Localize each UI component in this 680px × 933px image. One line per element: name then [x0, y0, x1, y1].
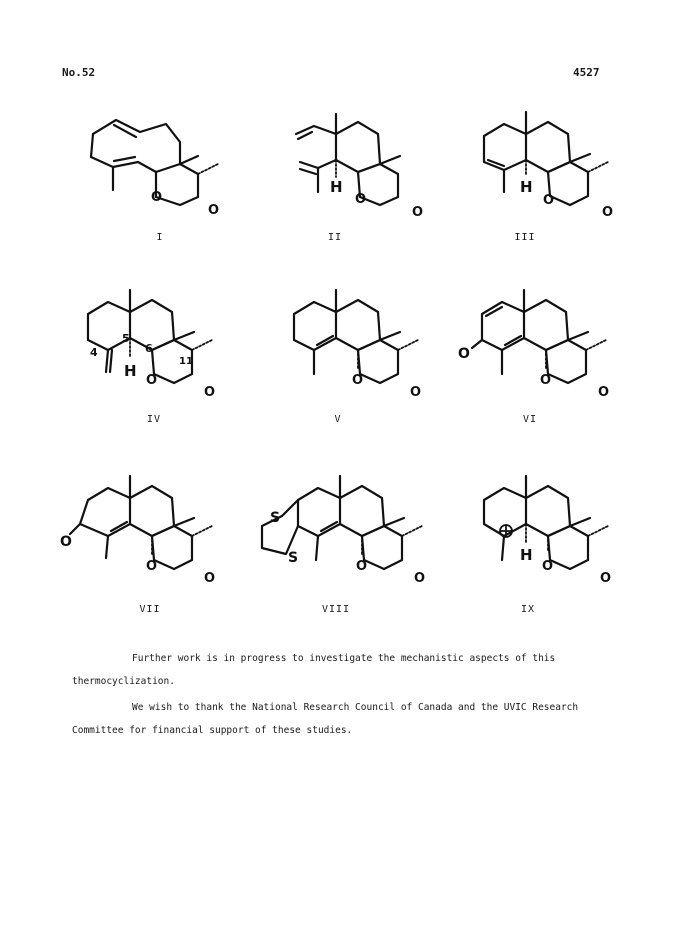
- structure-III: [478, 112, 618, 222]
- structure-label-III: III: [514, 232, 536, 243]
- structure-label-IV: IV: [146, 414, 162, 425]
- svg-text:O: O: [600, 571, 612, 586]
- structure-IV: [82, 290, 222, 402]
- svg-text:O: O: [204, 571, 216, 586]
- svg-text:O: O: [414, 571, 426, 586]
- page-number: 4527: [573, 66, 600, 79]
- svg-text:O: O: [602, 205, 614, 220]
- page-header-left: No.52: [62, 66, 96, 79]
- atom-label-6: 6: [145, 342, 153, 355]
- svg-text:O: O: [60, 534, 72, 550]
- svg-text:O: O: [204, 385, 216, 400]
- structure-label-VIII: VIII: [321, 604, 351, 615]
- structure-I: [88, 112, 228, 222]
- svg-text:O: O: [146, 559, 158, 574]
- structure-label-IX: IX: [520, 604, 536, 615]
- atom-label-O: O: [146, 373, 158, 388]
- structure-label-VII: VII: [139, 604, 161, 615]
- structure-V: [288, 290, 428, 402]
- svg-text:O: O: [356, 559, 368, 574]
- structure-label-VI: VI: [522, 414, 538, 425]
- svg-text:O: O: [412, 205, 424, 220]
- svg-text:S: S: [270, 510, 281, 526]
- svg-text:O: O: [543, 193, 555, 208]
- structure-label-I: I: [156, 232, 164, 243]
- atom-label-5: 5: [122, 332, 130, 345]
- paragraph-1-line-2: thermocyclization.: [72, 676, 175, 687]
- svg-text:O: O: [151, 190, 163, 205]
- svg-text:O: O: [352, 373, 364, 388]
- svg-text:O: O: [208, 203, 220, 218]
- structure-VIII: [258, 476, 428, 588]
- paragraph-2-line-2: Committee for financial support of these studies.: [72, 725, 353, 736]
- svg-text:O: O: [410, 385, 422, 400]
- structure-label-II: II: [327, 232, 343, 243]
- structure-VI: [458, 290, 612, 402]
- structure-II: [288, 112, 428, 222]
- svg-text:O: O: [355, 192, 367, 207]
- structure-label-V: V: [334, 414, 342, 425]
- structure-IX: [478, 476, 618, 588]
- svg-text:O: O: [542, 559, 554, 574]
- svg-text:O: O: [458, 346, 470, 362]
- atom-label-4: 4: [90, 346, 98, 359]
- atom-label-11: 11: [179, 356, 193, 367]
- atom-label-H: H: [124, 362, 137, 380]
- paragraph-1-line-1: Further work is in progress to investigate the mechanistic aspects of this: [132, 653, 556, 664]
- svg-text:S: S: [288, 550, 299, 566]
- paragraph-2-line-1: We wish to thank the National Research Council of Canada and the UVIC Research: [132, 702, 579, 713]
- svg-text:H: H: [520, 546, 533, 564]
- svg-text:H: H: [330, 178, 343, 196]
- svg-text:O: O: [540, 373, 552, 388]
- structure-VII: [60, 476, 220, 588]
- svg-text:O: O: [598, 385, 610, 400]
- svg-text:H: H: [520, 178, 533, 196]
